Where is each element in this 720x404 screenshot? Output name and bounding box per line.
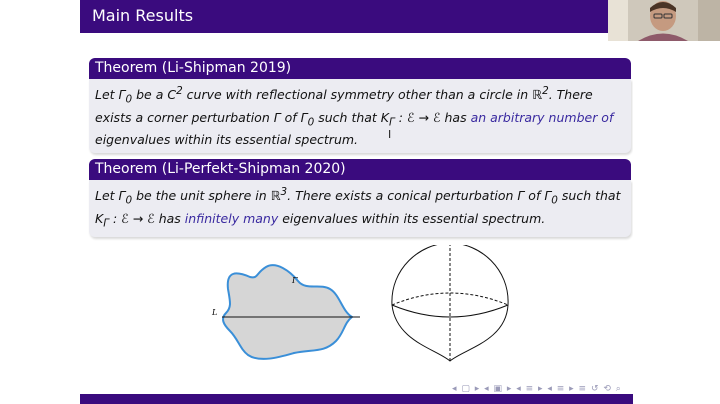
curve-gamma [223,265,352,359]
t2-e: : ℰ → ℰ has [109,210,185,226]
slide-title-bar [80,0,633,33]
t1-b: be a C [132,87,177,103]
label-gamma: Γ [292,276,298,285]
t2-sup3: 3 [280,186,288,198]
t1-subG: Γ [389,116,395,129]
t2-subG: Γ [103,217,110,230]
t2-d: such that K [95,188,621,226]
text-cursor-icon: I [388,128,392,141]
theorem-2-heading: Theorem (Li-Perfekt-Shipman 2020) [89,159,631,180]
slide-title: Main Results [92,6,194,25]
theorem-2-body [89,180,631,237]
t1-c: curve with reflectional symmetry other than a circle in ℝ [182,87,543,103]
presenter-video-icon [608,0,720,41]
t1-d: . There exists a corner perturbation Γ of Γ [95,87,593,125]
t1-a: Let Γ [95,87,126,103]
presentation-slide [80,0,633,404]
t2-b: be the unit sphere in ℝ [132,188,281,204]
t1-e: such that K [314,109,389,125]
theorem-block-2 [89,159,631,237]
sphere-figure [392,245,508,361]
perturbed-curve-figure [211,265,360,359]
t1-sup2: 2 [176,85,183,97]
right-margin [633,0,720,404]
t2-sub0b: 0 [551,194,558,207]
t2-sub0: 0 [125,194,133,207]
slide-footer-bar [80,394,633,404]
beamer-navigation-icons[interactable]: ◂ ▢ ▸ ◂ ▣ ▸ ◂ ≡ ▸ ◂ ≡ ▸ ≡ ↺ ⟲ ⌕ [452,384,622,394]
t1-sub0: 0 [125,93,133,106]
t1-f: : ℰ → ℰ has [394,109,471,125]
webcam-video-feed [608,0,720,41]
t1-supr: 2 [542,85,549,97]
t2-highlight: infinitely many [184,210,279,226]
theorem-1-heading: Theorem (Li-Shipman 2019) [89,58,631,79]
t1-g: eigenvalues within its essential spectrum. [95,132,359,148]
t1-sub0b: 0 [307,116,315,129]
t2-f: eigenvalues within its essential spectrum. [278,210,546,226]
t2-c: . There exists a conical perturbation Γ of Γ [287,188,552,204]
figure-area [80,245,633,385]
label-L: L [212,308,218,317]
left-margin [0,0,80,404]
t1-highlight: an arbitrary number of [470,109,614,125]
theorem-block-1 [89,58,631,153]
t2-a: Let Γ [95,188,126,204]
theorem-1-body [89,79,631,153]
